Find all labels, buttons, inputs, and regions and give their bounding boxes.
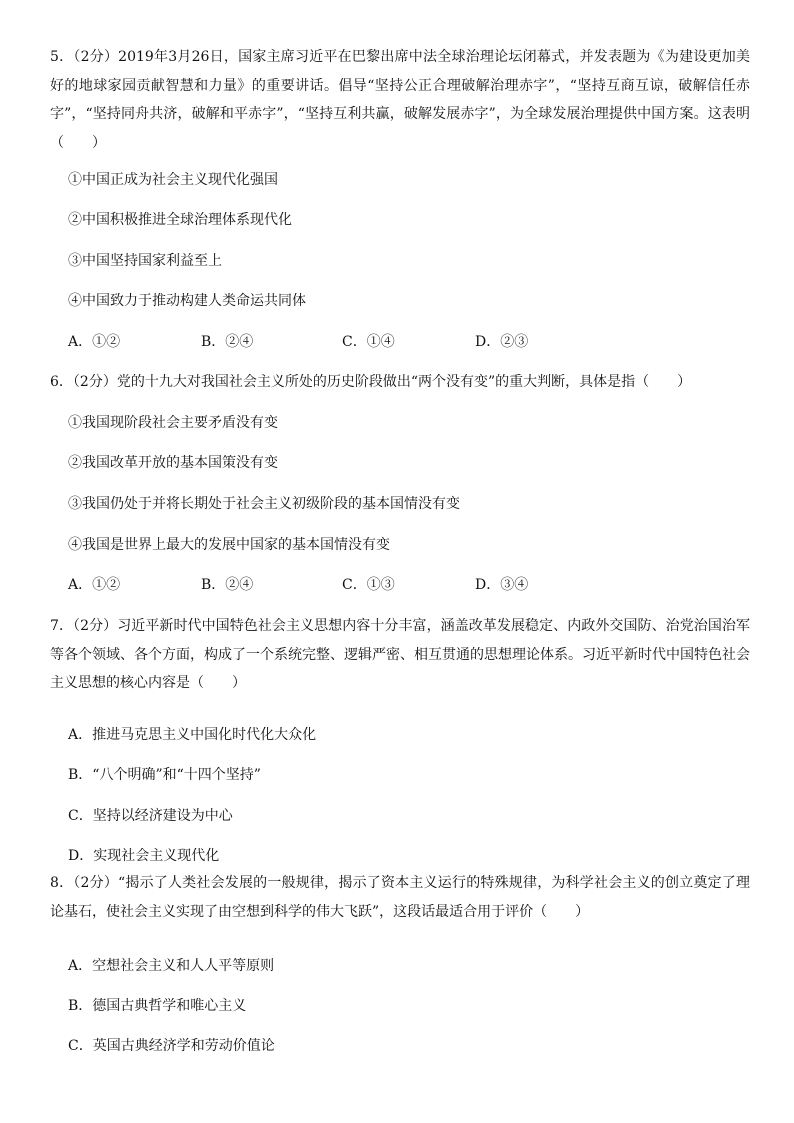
question-7-stem: 7．（2分）习近平新时代中国特色社会主义思想内容十分丰富，涵盖改革发展稳定、内政外交国防、治党治国治军等各个领域、各个方面，构成了一个系统完整、逻辑严密、相互贯通的思想理论体系。习近平新时代中国特色社会主义思想的核心内容是（ ） <box>50 618 750 691</box>
question-6-statement-1: ①我国现阶段社会主要矛盾没有变 <box>68 415 278 431</box>
question-5-option-d[interactable]: D．②③ <box>475 334 529 350</box>
question-8 <box>50 869 750 926</box>
question-7-option-d[interactable]: D．实现社会主义现代化 <box>68 848 220 864</box>
question-6-option-d[interactable]: D．③④ <box>475 577 529 593</box>
question-6-statement-2: ②我国改革开放的基本国策没有变 <box>68 455 278 471</box>
question-7-option-b[interactable]: B．“八个明确”和“十四个坚持” <box>68 767 261 783</box>
question-7-option-a[interactable]: A．推进马克思主义中国化时代化大众化 <box>68 727 317 743</box>
question-5-stem: 5．（2分）2019年3月26日，国家主席习近平在巴黎出席中法全球治理论坛闭幕式，并发表题为《为建设更加美好的地球家园贡献智慧和力量》的重要讲话。倡导“坚持公正合理破解治理赤字”，“坚持互商互谅，破解信任赤字”，“坚持同舟共济，破解和平赤字”，“坚持互利共赢，破解发展赤字”，为全球发展治理提供中国方案。这表明（ ） <box>50 49 750 151</box>
question-8-option-b[interactable]: B．德国古典哲学和唯心主义 <box>68 998 247 1014</box>
question-7-option-c[interactable]: C．坚持以经济建设为中心 <box>68 808 233 824</box>
question-5-option-b[interactable]: B．②④ <box>201 334 254 350</box>
question-7 <box>50 612 750 698</box>
question-8-option-c[interactable]: C．英国古典经济学和劳动价值论 <box>68 1038 275 1054</box>
question-5-statement-1: ①中国正成为社会主义现代化强国 <box>68 172 278 188</box>
question-6-option-c[interactable]: C．①③ <box>342 577 395 593</box>
question-6-option-b[interactable]: B．②④ <box>201 577 254 593</box>
question-8-stem: 8．（2分）“揭示了人类社会发展的一般规律，揭示了资本主义运行的特殊规律，为科学社会主义的创立奠定了理论基石，使社会主义实现了由空想到科学的伟大飞跃”，这段话最适合用于评价（ ） <box>50 875 750 920</box>
question-6-statement-4: ④我国是世界上最大的发展中国家的基本国情没有变 <box>68 537 390 553</box>
question-5-option-c[interactable]: C．①④ <box>342 334 395 350</box>
question-5-statement-2: ②中国积极推进全球治理体系现代化 <box>68 212 292 228</box>
question-6-option-a[interactable]: A．①② <box>68 577 121 593</box>
question-6-statement-3: ③我国仍处于并将长期处于社会主义初级阶段的基本国情没有变 <box>68 496 460 512</box>
question-6-stem: 6．（2分）党的十九大对我国社会主义所处的历史阶段做出“两个没有变”的重大判断，具体是指（ ） <box>50 374 692 390</box>
question-6 <box>50 368 750 397</box>
question-5-statement-4: ④中国致力于推动构建人类命运共同体 <box>68 293 306 309</box>
question-5-option-a[interactable]: A．①② <box>68 334 121 350</box>
question-8-option-a[interactable]: A．空想社会主义和人人平等原则 <box>68 958 275 974</box>
question-5-statement-3: ③中国坚持国家利益至上 <box>68 253 222 269</box>
question-5 <box>50 43 750 157</box>
